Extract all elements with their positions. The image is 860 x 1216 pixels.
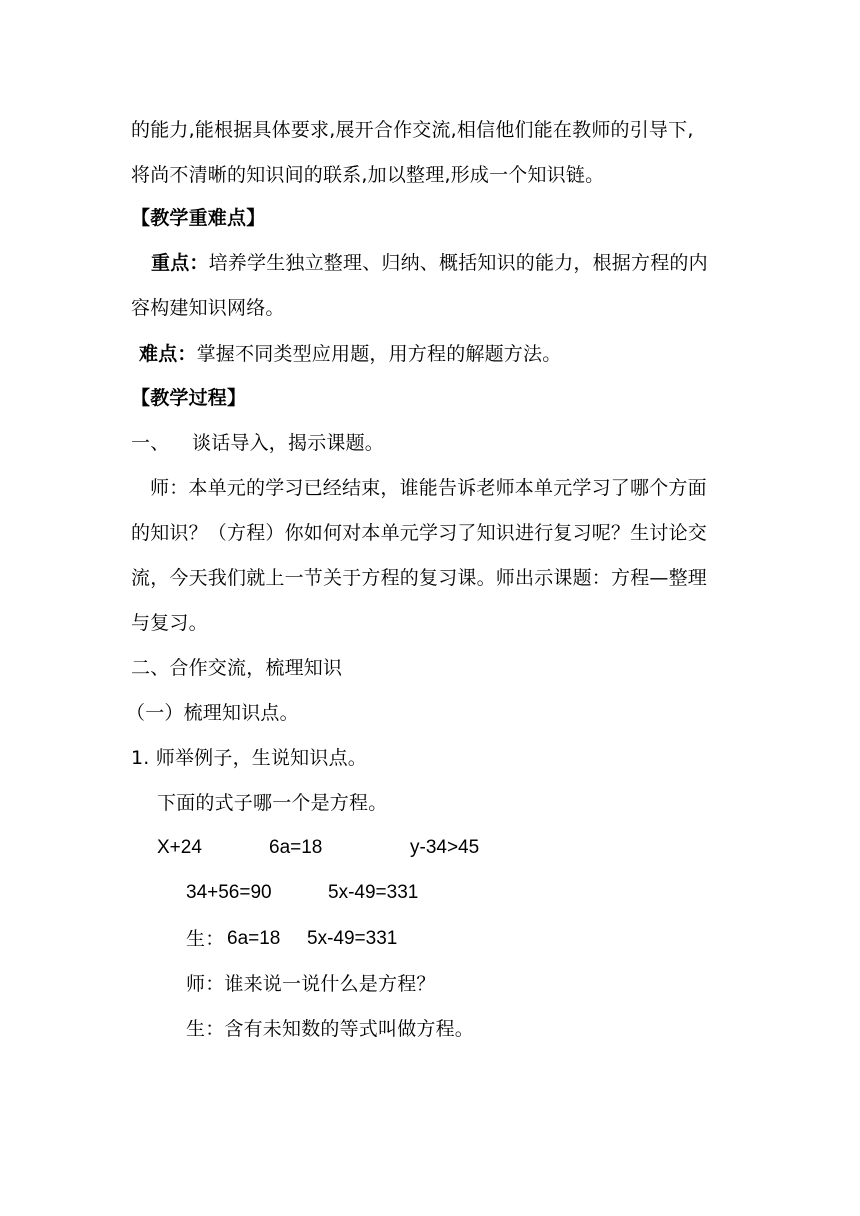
process-heading: 【教学过程】 — [131, 387, 247, 409]
expression-34-plus-56: 34+56=90 — [186, 882, 272, 903]
teacher-paragraph-line-2: 的知识？（方程）你如何对本单元学习了知识进行复习呢？生讨论交 — [131, 522, 708, 544]
difficulty-line — [139, 342, 561, 366]
student-answer-label: 生： — [186, 928, 225, 950]
focus-text-1: 培养学生独立整理、归纳、概括知识的能力，根据方程的内 — [208, 252, 708, 274]
difficulty-label: 难点： — [139, 343, 197, 365]
teacher-paragraph-line-1: 师：本单元的学习已经结束，谁能告诉老师本单元学习了哪个方面 — [150, 477, 707, 499]
subsection-1-title: （一）梳理知识点。 — [126, 702, 299, 724]
teacher-question: 师：谁来说一说什么是方程？ — [186, 973, 436, 995]
expression-y-minus-34: y-34>45 — [410, 837, 480, 858]
teacher-paragraph-line-3: 流，今天我们就上一节关于方程的复习课。师出示课题：方程—整理 — [131, 567, 708, 589]
student-answer-2: 5x-49=331 — [307, 928, 398, 949]
expression-5x-minus-49: 5x-49=331 — [328, 882, 419, 903]
focus-line-1 — [151, 251, 708, 275]
focus-line-2: 容构建知识网络。 — [131, 297, 285, 319]
student-answer-1: 6a=18 — [227, 928, 281, 949]
key-points-heading: 【教学重难点】 — [131, 207, 266, 229]
intro-line-2: 将尚不清晰的知识间的联系,加以整理,形成一个知识链。 — [131, 164, 605, 186]
student-definition: 生：含有未知数的等式叫做方程。 — [186, 1018, 475, 1040]
section-2-title: 二、合作交流，梳理知识 — [131, 657, 343, 679]
section-1-number: 一、 — [131, 432, 170, 454]
teacher-paragraph-line-4: 与复习。 — [131, 612, 208, 634]
section-1-title: 谈话导入，揭示课题。 — [192, 432, 385, 454]
expression-x-plus-24: X+24 — [157, 837, 202, 858]
difficulty-text: 掌握不同类型应用题，用方程的解题方法。 — [196, 343, 562, 365]
focus-label: 重点： — [151, 252, 209, 274]
intro-line-1: 的能力,能根据具体要求,展开合作交流,相信他们能在教师的引导下, — [131, 119, 694, 141]
item-1: 1. 师举例子，生说知识点。 — [131, 747, 367, 769]
question-line: 下面的式子哪一个是方程。 — [157, 792, 388, 814]
expression-6a-18: 6a=18 — [269, 837, 323, 858]
